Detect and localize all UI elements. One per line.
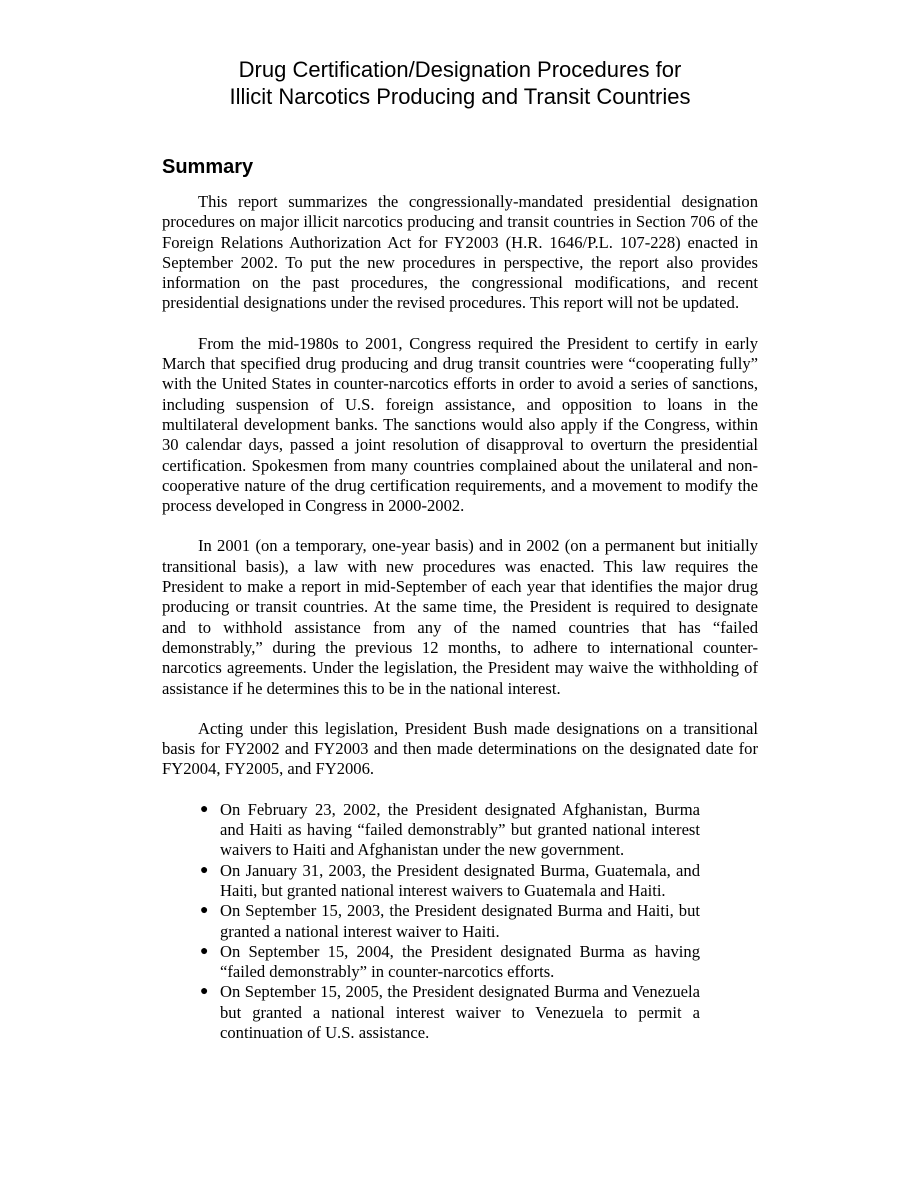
list-item-text: On September 15, 2003, the President designated Burma and Haiti, but granted a national interest waiver to Haiti. [220, 901, 700, 941]
designations-list [162, 800, 700, 1044]
list-item [200, 860, 700, 902]
list-item-text: On January 31, 2003, the President designated Burma, Guatemala, and Haiti, but granted national interest waivers to Guatemala and Haiti. [220, 860, 700, 900]
list-item-text: On September 15, 2005, the President designated Burma and Venezuela but granted a national interest waiver to Venezuela to permit a continuation of U.S. assistance. [220, 982, 700, 1042]
summary-paragraph-2: From the mid-1980s to 2001, Congress required the President to certify in early March that specified drug producing and drug transit countries were “cooperating fully” with the United States in counter-narcotics efforts in order to avoid a series of sanctions, including suspension of U.S. foreign assistance, and opposition to loans in the multilateral development banks. The sanctions would also apply if the Congress, within 30 calendar days, passed a joint resolution of disapproval to overturn the presidential certification. Spokesmen from many countries complained about the unilateral and non-cooperative nature of the drug certification requirements, and a movement to modify the process developed in Congress in 2000-2002. [162, 333, 758, 516]
list-item [200, 901, 700, 942]
document-title [162, 56, 758, 110]
document-page [162, 0, 758, 1043]
summary-paragraph-4: Acting under this legislation, President Bush made designations on a transitional basis for FY2002 and FY2003 and then made determinations on the designated date for FY2004, FY2005, and FY2006. [162, 718, 758, 779]
bullet-icon: ● [200, 862, 209, 878]
list-item [200, 799, 700, 861]
bullet-icon: ● [200, 943, 209, 959]
bullet-icon: ● [200, 984, 209, 1000]
list-item [200, 982, 700, 1043]
title-line-1: Drug Certification/Designation Procedures for [238, 57, 682, 82]
summary-paragraph-3: In 2001 (on a temporary, one-year basis) and in 2002 (on a permanent but initially transitional basis), a law with new procedures was enacted. This law requires the President to make a report in mid-September of each year that identifies the major drug producing or transit countries. At the same time, the President is required to designate and to withhold assistance from any of the named countries that has “failed demonstrably,” during the previous 12 months, to adhere to international counter-narcotics agreements. Under the legislation, the President may waive the withholding of assistance if he determines this to be in the national interest. [162, 536, 758, 698]
summary-paragraph-1: This report summarizes the congressionally-mandated presidential designation procedures on major illicit narcotics producing and transit countries in Section 706 of the Foreign Relations Authorization Act for FY2003 (H.R. 1646/P.L. 107-228) enacted in September 2002. To put the new procedures in perspective, the report also provides information on the past procedures, the congressional modifications, and recent presidential designations under the revised procedures. This report will not be updated. [162, 192, 758, 313]
title-line-2: Illicit Narcotics Producing and Transit Countries [229, 84, 691, 109]
summary-heading: Summary [162, 156, 254, 178]
bullet-icon: ● [200, 801, 209, 817]
bullet-icon: ● [200, 903, 209, 919]
list-item-text: On February 23, 2002, the President designated Afghanistan, Burma and Haiti as having “failed demonstrably” but granted national interest waivers to Haiti and Afghanistan under the new government. [220, 799, 700, 860]
list-item [200, 941, 700, 983]
list-item-text: On September 15, 2004, the President designated Burma as having “failed demonstrably” in counter-narcotics efforts. [220, 941, 700, 982]
